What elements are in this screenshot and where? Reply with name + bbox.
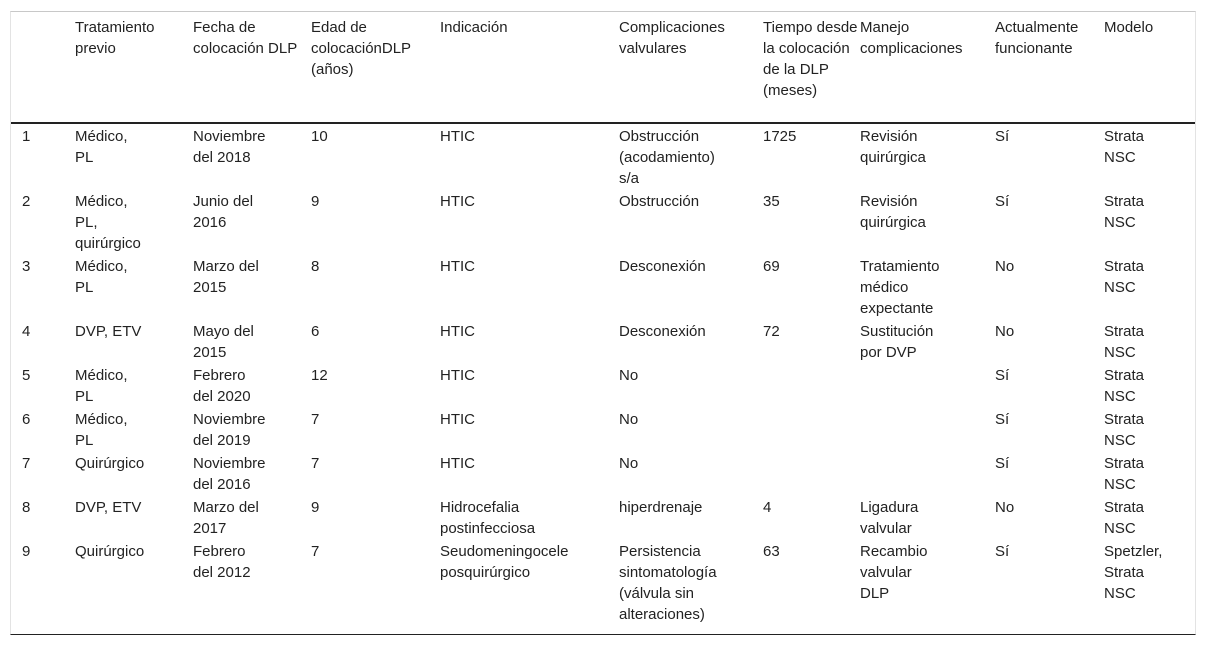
cell-prior-treatment: DVP, ETV: [75, 499, 142, 516]
cell-complication-management: Revisión quirúrgica: [860, 193, 926, 231]
header-currently-functioning: Actualmente funcionante: [995, 12, 1104, 123]
cell-index: 4: [22, 323, 31, 340]
cell-placement-age: 12: [311, 367, 328, 384]
cell-indication: HTIC: [440, 193, 475, 210]
header-complication-management: Manejo complicaciones: [860, 12, 995, 123]
cell-complication-management: [860, 407, 995, 451]
cell-prior-treatment: Médico, PL: [75, 128, 128, 166]
cell-placement-date: Noviembre del 2016: [193, 455, 266, 493]
cell-valve-complications: Desconexión: [619, 258, 706, 275]
cell-placement-date: Marzo del 2017: [193, 499, 259, 537]
cell-index: 2: [22, 193, 31, 210]
cell-indication: HTIC: [440, 258, 475, 275]
cell-placement-age: 10: [311, 128, 328, 145]
header-model: Modelo: [1104, 12, 1195, 123]
cell-index: 1: [22, 128, 31, 145]
cell-placement-age: 6: [311, 323, 320, 340]
cell-time-since-placement: [763, 363, 860, 407]
table-row: [11, 319, 1195, 363]
cell-valve-complications: Desconexión: [619, 323, 706, 340]
cell-time-since-placement: 4: [763, 499, 772, 516]
header-index: [11, 12, 75, 123]
cell-index: 8: [22, 499, 31, 516]
header-time-since-placement: Tiempo desde la colocación de la DLP (meses): [763, 12, 860, 123]
cell-model: Strata NSC: [1104, 499, 1145, 537]
cell-model: Strata NSC: [1104, 411, 1145, 449]
header-row: [11, 12, 1195, 123]
table-row: [11, 451, 1195, 495]
cell-placement-date: Junio del 2016: [193, 193, 254, 231]
cell-placement-date: Marzo del 2015: [193, 258, 259, 296]
cell-currently-functioning: Sí: [995, 455, 1010, 472]
cell-complication-management: Tratamiento médico expectante: [860, 258, 940, 317]
cell-model: Strata NSC: [1104, 323, 1145, 361]
cell-currently-functioning: Sí: [995, 367, 1010, 384]
cell-placement-age: 7: [311, 543, 320, 560]
cell-currently-functioning: Sí: [995, 411, 1010, 428]
cell-placement-age: 7: [311, 411, 320, 428]
cell-complication-management: Recambio valvular DLP: [860, 543, 928, 602]
cell-placement-date: Mayo del 2015: [193, 323, 254, 361]
table-row: [11, 254, 1195, 319]
cell-complication-management: [860, 363, 995, 407]
cell-currently-functioning: No: [995, 499, 1015, 516]
header-prior-treatment: Tratamiento previo: [75, 12, 193, 123]
cell-prior-treatment: Médico, PL: [75, 367, 128, 405]
cell-indication: HTIC: [440, 367, 475, 384]
cell-indication: Seudomeningocele posquirúrgico: [440, 543, 569, 581]
cell-index: 7: [22, 455, 31, 472]
cell-model: Strata NSC: [1104, 258, 1145, 296]
cell-time-since-placement: 63: [763, 543, 780, 560]
cell-valve-complications: No: [619, 455, 639, 472]
cell-complication-management: Revisión quirúrgica: [860, 128, 926, 166]
table-row: [11, 123, 1195, 189]
valve-data-table: [11, 12, 1195, 625]
cell-complication-management: Ligadura valvular: [860, 499, 919, 537]
table-row: [11, 407, 1195, 451]
cell-model: Spetzler, Strata NSC: [1104, 543, 1163, 602]
cell-complication-management: [860, 451, 995, 495]
cell-time-since-placement: [763, 407, 860, 451]
header-placement-date: Fecha de colocación DLP: [193, 12, 311, 123]
cell-model: Strata NSC: [1104, 193, 1145, 231]
table-row: [11, 539, 1195, 625]
cell-valve-complications: hiperdrenaje: [619, 499, 703, 516]
cell-model: Strata NSC: [1104, 128, 1145, 166]
cell-model: Strata NSC: [1104, 455, 1145, 493]
cell-indication: HTIC: [440, 323, 475, 340]
cell-currently-functioning: Sí: [995, 193, 1010, 210]
cell-valve-complications: Obstrucción (acodamiento) s/a: [619, 128, 715, 187]
cell-prior-treatment: Médico, PL: [75, 411, 128, 449]
cell-index: 9: [22, 543, 31, 560]
data-table-container: [10, 11, 1196, 635]
cell-currently-functioning: Sí: [995, 128, 1010, 145]
cell-prior-treatment: DVP, ETV: [75, 323, 142, 340]
header-valve-complications: Complicaciones valvulares: [619, 12, 763, 123]
cell-prior-treatment: Médico, PL: [75, 258, 128, 296]
cell-prior-treatment: Médico, PL, quirúrgico: [75, 193, 141, 252]
table-row: [11, 189, 1195, 254]
cell-time-since-placement: 72: [763, 323, 780, 340]
cell-prior-treatment: Quirúrgico: [75, 543, 145, 560]
header-indication: Indicación: [440, 12, 619, 123]
cell-currently-functioning: No: [995, 258, 1015, 275]
cell-time-since-placement: 69: [763, 258, 780, 275]
cell-indication: Hidrocefalia postinfecciosa: [440, 499, 536, 537]
cell-valve-complications: No: [619, 367, 639, 384]
cell-prior-treatment: Quirúrgico: [75, 455, 145, 472]
cell-valve-complications: Persistencia sintomatología (válvula sin alteraciones): [619, 543, 717, 623]
cell-valve-complications: No: [619, 411, 639, 428]
cell-placement-age: 8: [311, 258, 320, 275]
cell-complication-management: Sustitución por DVP: [860, 323, 934, 361]
cell-currently-functioning: Sí: [995, 543, 1010, 560]
cell-placement-date: Febrero del 2012: [193, 543, 251, 581]
cell-placement-date: Noviembre del 2018: [193, 128, 266, 166]
cell-placement-age: 9: [311, 193, 320, 210]
cell-time-since-placement: [763, 451, 860, 495]
cell-currently-functioning: No: [995, 323, 1015, 340]
cell-placement-date: Febrero del 2020: [193, 367, 251, 405]
cell-indication: HTIC: [440, 128, 475, 145]
cell-model: Strata NSC: [1104, 367, 1145, 405]
cell-indication: HTIC: [440, 411, 475, 428]
cell-time-since-placement: 35: [763, 193, 780, 210]
table-row: [11, 363, 1195, 407]
cell-index: 5: [22, 367, 31, 384]
cell-placement-age: 9: [311, 499, 320, 516]
cell-valve-complications: Obstrucción: [619, 193, 700, 210]
table-row: [11, 495, 1195, 539]
cell-indication: HTIC: [440, 455, 475, 472]
cell-index: 3: [22, 258, 31, 275]
cell-placement-age: 7: [311, 455, 320, 472]
cell-index: 6: [22, 411, 31, 428]
header-placement-age: Edad de colocaciónDLP (años): [311, 12, 440, 123]
cell-placement-date: Noviembre del 2019: [193, 411, 266, 449]
cell-time-since-placement: 1725: [763, 128, 797, 145]
